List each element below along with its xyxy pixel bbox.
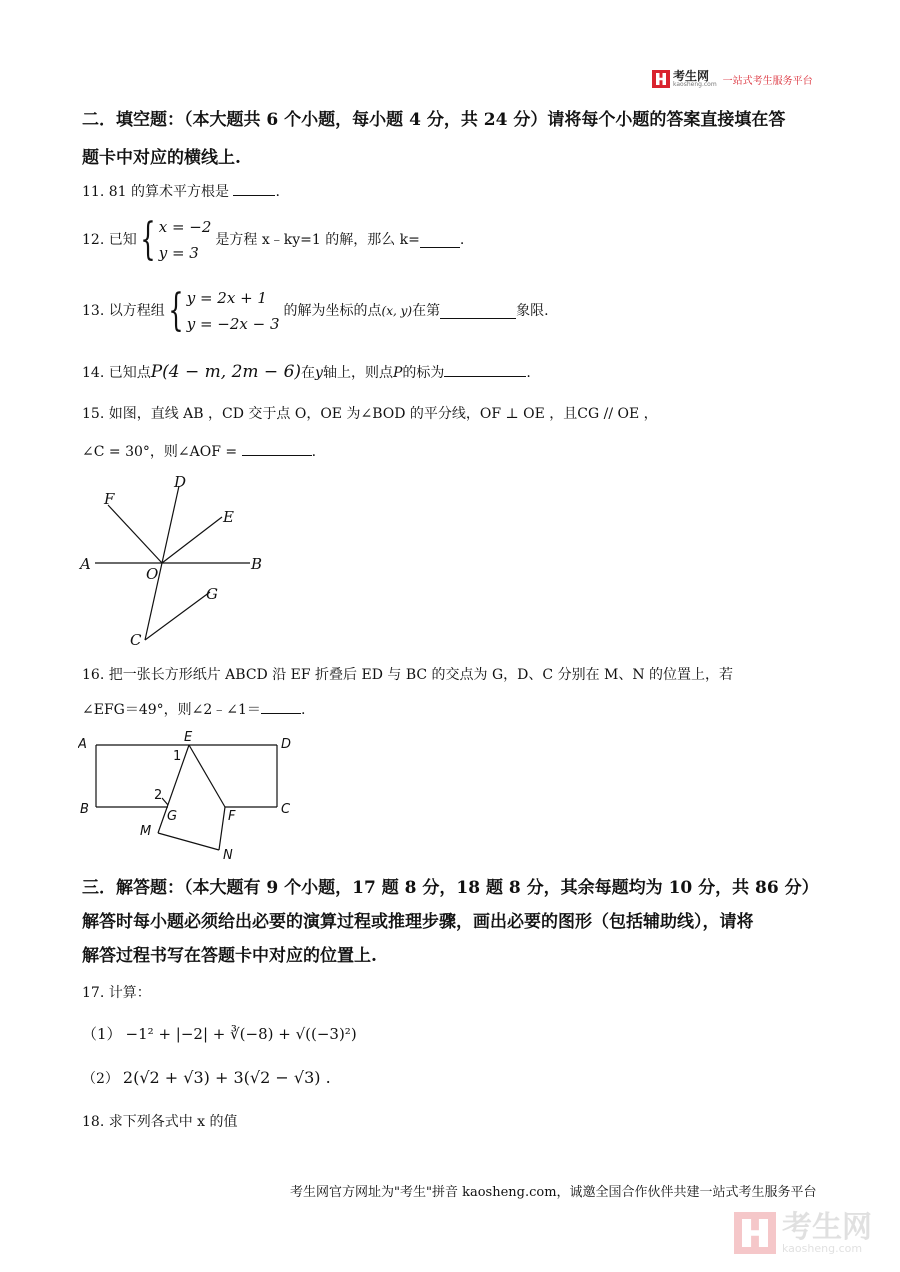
answer-blank-11[interactable]: [233, 181, 275, 196]
header-slogan: 一站式考生服务平台: [722, 75, 813, 87]
question-14: 14. 已知点P(4 − m, 2m − 6)在y轴上，则点P的标为 .: [82, 362, 531, 382]
segment-CG: [145, 592, 210, 640]
kaosheng-logo-icon: [652, 70, 670, 88]
question-13: 13. 以方程组 { y = 2x + 1 y = −2x − 3 的解为坐标的点 (x, y) 在第 象限.: [82, 285, 549, 336]
label-C: C: [130, 631, 142, 649]
question-17-title: 17. 计算：: [82, 985, 151, 1001]
answer-blank-15[interactable]: [242, 441, 312, 456]
fold-line-EF: [189, 745, 225, 807]
question-18-title: 18. 求下列各式中 x 的值: [82, 1114, 238, 1130]
label-O: O: [146, 565, 159, 583]
section3-title-line1: 三．解答题：（本大题有 9 个小题，17 题 8 分，18 题 8 分，其余每题均为 10 分，共 86 分）: [82, 878, 819, 898]
section2-title-line2: 题卡中对应的横线上.: [82, 148, 241, 168]
answer-blank-16[interactable]: [261, 699, 301, 714]
section3-title-line3: 解答过程书写在答题卡中对应的位置上.: [82, 946, 377, 966]
system-eq2: y = 3: [158, 244, 199, 262]
equation-system-13: { y = 2x + 1 y = −2x − 3: [168, 285, 280, 336]
answer-blank-12[interactable]: [420, 233, 460, 248]
logo-name: 考生网: [673, 69, 710, 83]
label-angle-2: 2: [154, 788, 163, 803]
footer-text: 考生网官方网址为"考生"拼音 kaosheng.com，诚邀全国合作伙伴共建一站式考生服务平台: [290, 1185, 817, 1200]
ray-OF: [108, 505, 162, 563]
section3-title-line2: 解答时每小题必须给出必要的演算过程或推理步骤，画出必要的图形（包括辅助线），请将: [82, 912, 754, 932]
label-E: E: [184, 730, 193, 745]
watermark-sub: kaosheng.com: [782, 1241, 863, 1255]
figure-q16: [78, 728, 308, 863]
label-D: D: [281, 737, 292, 752]
label-M: M: [140, 824, 152, 839]
label-F: F: [104, 490, 115, 508]
question-17-part1: （1） −1² + |−2| + ∛(−8) + √((−3)²): [82, 1025, 357, 1043]
section2-title-line1: 二．填空题：（本大题共 6 个小题，每小题 4 分，共 24 分）请将每个小题的答案直接填在答: [82, 110, 786, 130]
question-12: 12. 已知 { x = −2 y = 3 是方程 x﹣ky=1 的解，那么 k= .: [82, 214, 465, 265]
question-16-line1: 16. 把一张长方形纸片 ABCD 沿 EF 折叠后 ED 与 BC 的交点为 G，D、C 分别在 M、N 的位置上，若: [82, 667, 734, 683]
label-B: B: [80, 802, 89, 817]
label-E: E: [223, 508, 234, 526]
watermark-name: 考生网: [782, 1209, 872, 1245]
label-angle-1: 1: [173, 749, 182, 764]
equation-system-12: { x = −2 y = 3: [140, 214, 212, 265]
system-eq1: y = 2x + 1: [186, 289, 267, 307]
folded-edge-MN: [158, 833, 219, 850]
label-F: F: [228, 809, 236, 824]
label-B: B: [251, 555, 263, 573]
question-15-line2: ∠C = 30°，则∠AOF = .: [82, 441, 316, 462]
label-G: G: [206, 585, 218, 603]
label-D: D: [174, 473, 187, 491]
kaosheng-watermark-icon: [734, 1212, 776, 1254]
system-eq1: x = −2: [158, 218, 212, 236]
question-17-part2: （2） 2(√2 + √3) + 3(√2 − √3) .: [82, 1068, 331, 1087]
header-logo: [652, 70, 813, 88]
answer-blank-14[interactable]: [444, 362, 526, 377]
question-11: 11. 81 的算术平方根是 .: [82, 181, 280, 202]
question-15-line1: 15. 如图，直线 AB ，CD 交于点 O，OE 为∠BOD 的平分线，OF ⊥ OE ，且CG // OE ，: [82, 406, 658, 422]
figure-q15: [78, 470, 278, 650]
folded-edge-NF: [219, 807, 225, 850]
label-A: A: [80, 555, 91, 573]
label-A: A: [78, 737, 87, 752]
label-N: N: [223, 848, 233, 863]
watermark: [734, 1209, 872, 1255]
label-C: C: [281, 802, 291, 817]
system-eq2: y = −2x − 3: [186, 315, 280, 333]
question-16-line2: ∠EFG＝49°，则∠2﹣∠1＝ .: [82, 699, 305, 720]
answer-blank-13[interactable]: [440, 304, 516, 319]
logo-sub: kaosheng.com: [673, 81, 717, 88]
label-G: G: [167, 809, 178, 824]
